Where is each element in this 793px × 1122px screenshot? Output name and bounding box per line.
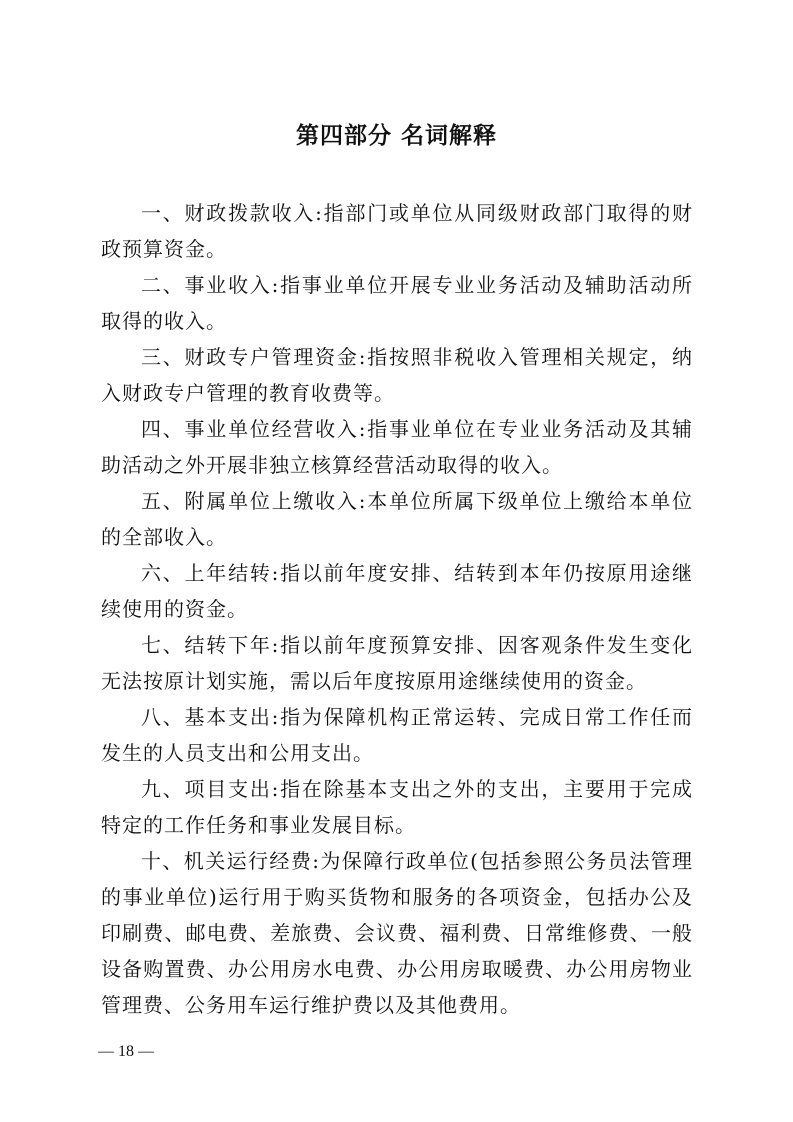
paragraph-8: 八、基本支出:指为保障机构正常运转、完成日常工作任而发生的人员支出和公用支出。: [101, 705, 693, 765]
paragraph-10: 十、机关运行经费:为保障行政单位(包括参照公务员法管理的事业单位)运行用于购买货物和服务的各项资金，包括办公及印刷费、邮电费、差旅费、会议费、福利费、日常维修费、一般设备购置费、办公用房水电费、办公用房取暖费、办公用房物业管理费、公务用车运行维护费以及其他费用。: [101, 849, 693, 1017]
document-body: [101, 195, 693, 1023]
paragraph-4: 四、事业单位经营收入:指事业单位在专业业务活动及其辅助活动之外开展非独立核算经营活动取得的收入。: [101, 417, 693, 477]
page-title: 第四部分 名词解释: [295, 122, 497, 149]
page-number: — 18 —: [98, 1043, 154, 1060]
paragraph-7: 七、结转下年:指以前年度预算安排、因客观条件发生变化无法按原计划实施，需以后年度按原用途继续使用的资金。: [101, 633, 693, 693]
paragraph-5: 五、附属单位上缴收入:本单位所属下级单位上缴给本单位的全部收入。: [101, 489, 693, 549]
paragraph-1: 一、财政拨款收入:指部门或单位从同级财政部门取得的财政预算资金。: [101, 201, 693, 261]
paragraph-6: 六、上年结转:指以前年度安排、结转到本年仍按原用途继续使用的资金。: [101, 561, 693, 621]
paragraph-2: 二、事业收入:指事业单位开展专业业务活动及辅助活动所取得的收入。: [101, 273, 693, 333]
paragraph-3: 三、财政专户管理资金:指按照非税收入管理相关规定，纳入财政专户管理的教育收费等。: [101, 345, 693, 405]
paragraph-9: 九、项目支出:指在除基本支出之外的支出，主要用于完成特定的工作任务和事业发展目标。: [101, 777, 693, 837]
